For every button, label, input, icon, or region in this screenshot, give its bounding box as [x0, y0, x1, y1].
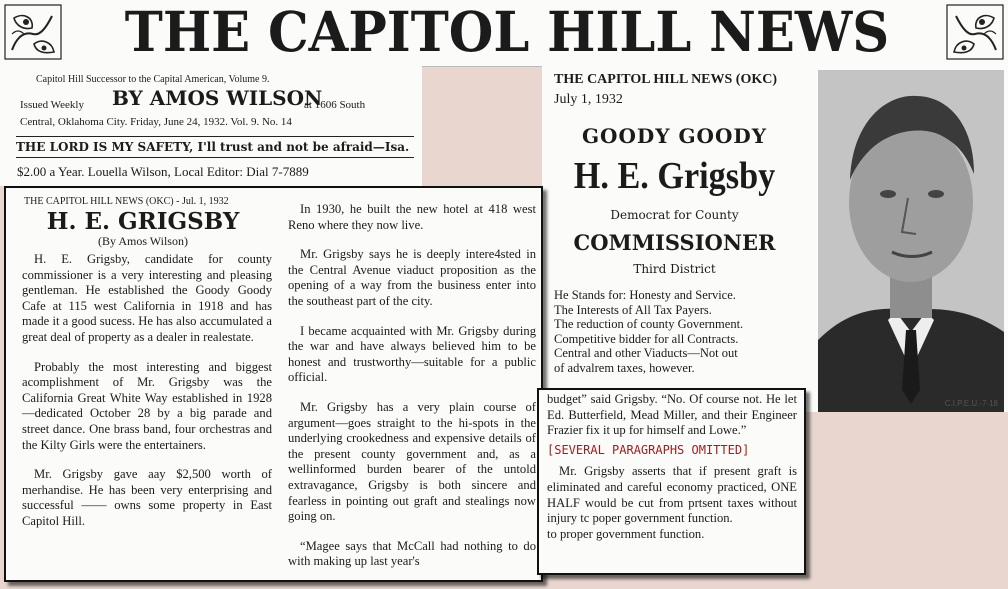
platform-item: The Interests of All Tax Payers. [554, 302, 712, 317]
candidate-portrait [818, 70, 1004, 412]
paragraph: In 1930, he built the new hotel at 418 west Reno where they now live. [288, 202, 536, 232]
date-volume-line: Central, Oklahoma City. Friday, June 24, 1932. Vol. 9. No. 14 [20, 116, 292, 128]
platform-item: He Stands for: Honesty and Service. [554, 288, 736, 302]
paragraph: budget” said Grigsby. “No. Of course not. He let Ed. Butterfield, Mead Miller, and their Engineer Frazier fix it up for himself and Lowe.” [547, 392, 797, 438]
address-line: at 1606 South [304, 99, 366, 111]
article-column-3 [547, 392, 797, 542]
article-source: THE CAPITOL HILL NEWS (OKC) - Jul. 1, 1932 [24, 196, 229, 207]
platform-item: Competitive bidder for all Contracts. [554, 331, 739, 346]
ad-date: July 1, 1932 [554, 92, 623, 107]
district-line: Third District [633, 262, 716, 276]
paragraph: Mr. Grigsby has a very plain course of argument—goes straight to the hi-spots in the underlying crookedness and expensive details of the present county government and, as a wellinformed burden bearer of the untold extravagance, Grigsby is both sincere and fearless in pointing out graft and stealings now going on. [288, 399, 536, 524]
platform-item: The reduction of county Government. [554, 317, 744, 331]
paragraph: Mr. Grigsby gave aay $2,500 worth of merhandise. He has been very enterprising and successful —— owns some property in East Capitol Hill. [22, 467, 272, 528]
issued-weekly: Issued Weekly [20, 99, 84, 111]
platform-item: of advalrem taxes, however. [554, 360, 695, 375]
office-title: COMMISSIONER [573, 230, 776, 255]
ad-goody-goody: GOODY GOODY [581, 124, 768, 148]
article-headline: H. E. GRIGSBY [46, 208, 240, 235]
floral-ornament-icon [946, 4, 1004, 60]
paragraph: H. E. Grigsby, candidate for county commissioner is a very interesting and pleasing gentleman. He established the Goody Goody Cafe at 115 west California in 1918 and has made it a good sucess. He has also accumulated a great deal of property as a dealer in realestate. [22, 252, 272, 344]
article-continuation-clipping [537, 388, 806, 575]
article-byline: (By Amos Wilson) [98, 234, 188, 248]
article-clipping [4, 186, 543, 582]
successor-line: Capitol Hill Successor to the Capital American, Volume 9. [36, 74, 270, 85]
candidate-name: H. E. Grigsby [573, 155, 776, 197]
photo-credit: C.I.P.E.U.-7-18 [944, 399, 998, 408]
paragraph: Mr. Grigsby says he is deeply intere4sted in the Central Avenue viaduct proposition as the opening of a way from the business enter into the southeast part of the city. [288, 247, 536, 308]
party-line: Democrat for County [610, 208, 739, 222]
paragraph: Mr. Grigsby asserts that if present graft is eliminated and careful economy practiced, ONE HALF would be cut from prtsent taxes without injury tc poper government function. [547, 464, 797, 526]
publisher-byline: BY AMOS WILSON [112, 86, 323, 110]
article-column-2 [288, 202, 536, 584]
article-column-1 [22, 252, 272, 544]
floral-ornament-icon [4, 4, 62, 60]
platform-list [554, 288, 824, 375]
motto: THE LORD IS MY SAFETY, I'll trust and not be afraid—Isa. [16, 136, 414, 158]
platform-item: Central and other Viaducts—Not out [554, 346, 738, 360]
portrait-figure [818, 70, 1004, 412]
paragraph: Probably the most interesting and biggest acomplishment of Mr. Grigsby was the California Great White Way established in 1928—dedicated October 28 by a big parade and street dance. One brass band, four orchestras and the Kilty Girls were the entertainers. [22, 359, 272, 452]
omission-note: [SEVERAL PARAGRAPHS OMITTED] [547, 442, 750, 457]
masthead [0, 0, 1008, 67]
newspaper-title: THE CAPITOL HILL NEWS [124, 0, 890, 64]
paper-info [0, 66, 422, 186]
ad-source: THE CAPITOL HILL NEWS (OKC) [554, 72, 778, 87]
paragraph: “Magee says that McCall had nothing to do with making up last year's [288, 538, 536, 569]
paragraph: to proper government function. [547, 526, 705, 541]
paragraph: I became acquainted with Mr. Grigsby during the war and have always believed him to be honest and trustworthy—suitable for a public official. [288, 323, 536, 385]
subscription-line: $2.00 a Year. Louella Wilson, Local Editor: Dial 7-7889 [17, 164, 309, 179]
